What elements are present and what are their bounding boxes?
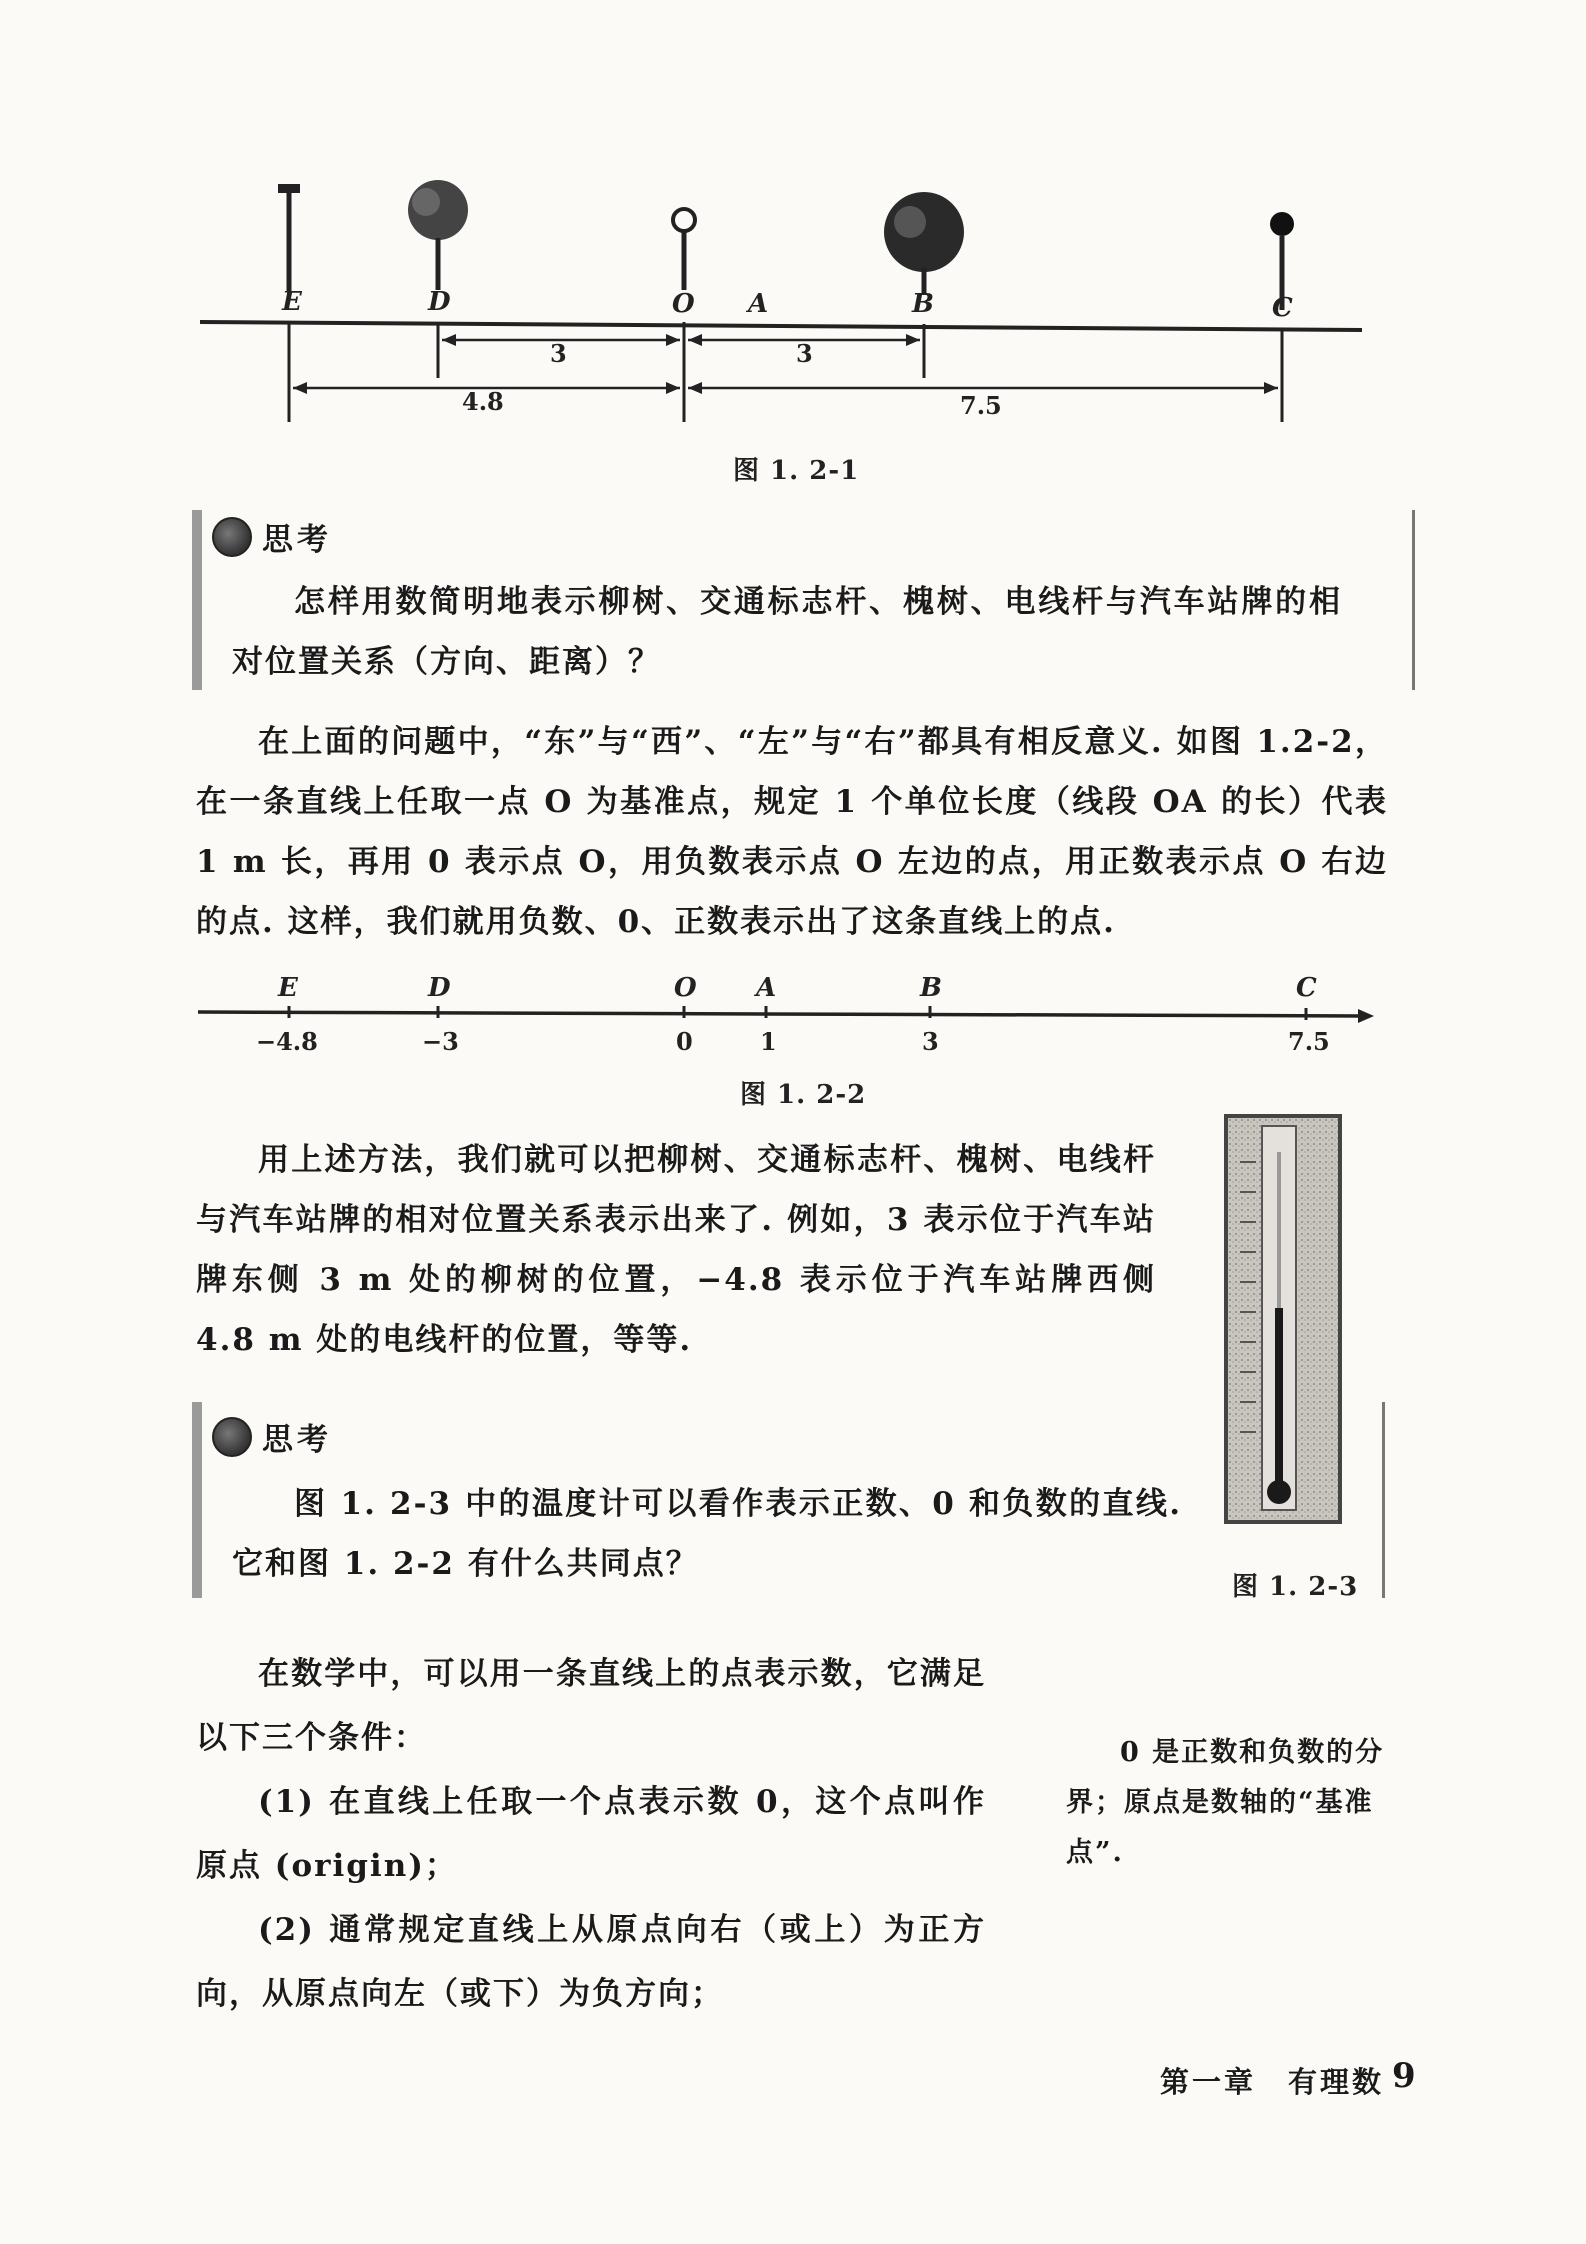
fig1-dim-oc: 7.5 bbox=[960, 391, 1002, 420]
paragraph-number-line-intro: 在上面的问题中，“东”与“西”、“左”与“右”都具有相反意义. 如图 1.2-2，在一条直线上任取一点 O 为基准点，规定 1 个单位长度（线段 OA 的长）代表 1 m 长，再用 0 表示点 O，用负数表示点 O 左边的点，用正数表示点 O 右边的点. 这样，我们就用负数、0、正数表示出了这条直线上的点. bbox=[196, 724, 1388, 940]
fig2-label-a: A bbox=[756, 973, 777, 1003]
figure-1-2-1-caption: 图 1. 2-1 bbox=[733, 456, 860, 486]
fig2-label-o: O bbox=[674, 973, 697, 1003]
fig1-label-b: B bbox=[912, 289, 934, 319]
fig2-tick-7-5: 7.5 bbox=[1288, 1027, 1330, 1056]
footer-chapter: 第一章 有理数 bbox=[1160, 2065, 1385, 2099]
think-icon bbox=[212, 517, 252, 557]
conditions-intro: 在数学中，可以用一条直线上的点表示数，它满足以下三个条件： bbox=[196, 1656, 986, 1756]
thermometer-figure bbox=[1222, 1112, 1346, 1528]
fig1-label-o: O bbox=[672, 289, 695, 319]
think-box-1-header bbox=[212, 514, 332, 559]
think-box-2-right-rule bbox=[1382, 1402, 1385, 1598]
think-box-1-title: 思考 bbox=[262, 522, 332, 558]
condition-2: (2) 通常规定直线上从原点向右（或上）为正方向，从原点向左（或下）为负方向； bbox=[196, 1912, 986, 2012]
fig1-label-e: E bbox=[282, 287, 302, 317]
think-icon bbox=[212, 1417, 252, 1457]
traffic-sign-icon bbox=[278, 184, 300, 292]
fig2-label-e: E bbox=[278, 973, 298, 1003]
fig2-tick-1: 1 bbox=[760, 1027, 777, 1056]
fig2-tick-0: 0 bbox=[676, 1027, 693, 1056]
figure-1-2-2-caption: 图 1. 2-2 bbox=[740, 1080, 867, 1110]
fig1-dim-ob: 3 bbox=[796, 339, 813, 368]
willow-tree-icon bbox=[408, 180, 468, 290]
fig2-label-c: C bbox=[1296, 973, 1317, 1003]
think-box-2-header bbox=[212, 1414, 332, 1459]
fig1-dim-do: 3 bbox=[550, 339, 567, 368]
bus-stop-sign-icon bbox=[673, 209, 695, 290]
side-note: 0 是正数和负数的分界；原点是数轴的“基准点”. bbox=[1066, 1737, 1385, 1868]
think-box-2-text: 图 1. 2-3 中的温度计可以看作表示正数、0 和负数的直线. 它和图 1. 2-2 有什么共同点？ bbox=[232, 1486, 1182, 1582]
fig2-tick-neg3: −3 bbox=[422, 1027, 459, 1056]
figure-1-2-3-caption: 图 1. 2-3 bbox=[1232, 1572, 1359, 1602]
figure-1-2-2 bbox=[190, 960, 1390, 1070]
fig2-label-b: B bbox=[920, 973, 942, 1003]
fig1-label-d: D bbox=[428, 287, 451, 317]
fig2-tick-neg4-8: −4.8 bbox=[256, 1027, 318, 1056]
fig2-label-d: D bbox=[428, 973, 451, 1003]
fig2-tick-3: 3 bbox=[922, 1027, 939, 1056]
paragraph-number-line-conditions bbox=[196, 1642, 986, 2026]
condition-1: (1) 在直线上任取一个点表示数 0，这个点叫作原点 (origin)； bbox=[196, 1784, 986, 1884]
fig1-dim-eo: 4.8 bbox=[462, 387, 504, 416]
figure-1-2-1 bbox=[190, 160, 1390, 460]
paragraph-position-example: 用上述方法，我们就可以把柳树、交通标志杆、槐树、电线杆与汽车站牌的相对位置关系表示出来了. 例如，3 表示位于汽车站牌东侧 3 m 处的柳树的位置，−4.8 表示位于汽车站牌西侧 4.8 m 处的电线杆的位置，等等. bbox=[196, 1142, 1156, 1358]
locust-tree-icon bbox=[884, 192, 964, 295]
think-box-1-text: 怎样用数简明地表示柳树、交通标志杆、槐树、电线杆与汽车站牌的相对位置关系（方向、距离）？ bbox=[232, 584, 1342, 680]
fig1-label-a: A bbox=[748, 289, 769, 319]
page-number: 9 bbox=[1392, 2056, 1419, 2096]
think-box-2-title: 思考 bbox=[262, 1422, 332, 1458]
fig1-label-c: C bbox=[1272, 293, 1293, 323]
